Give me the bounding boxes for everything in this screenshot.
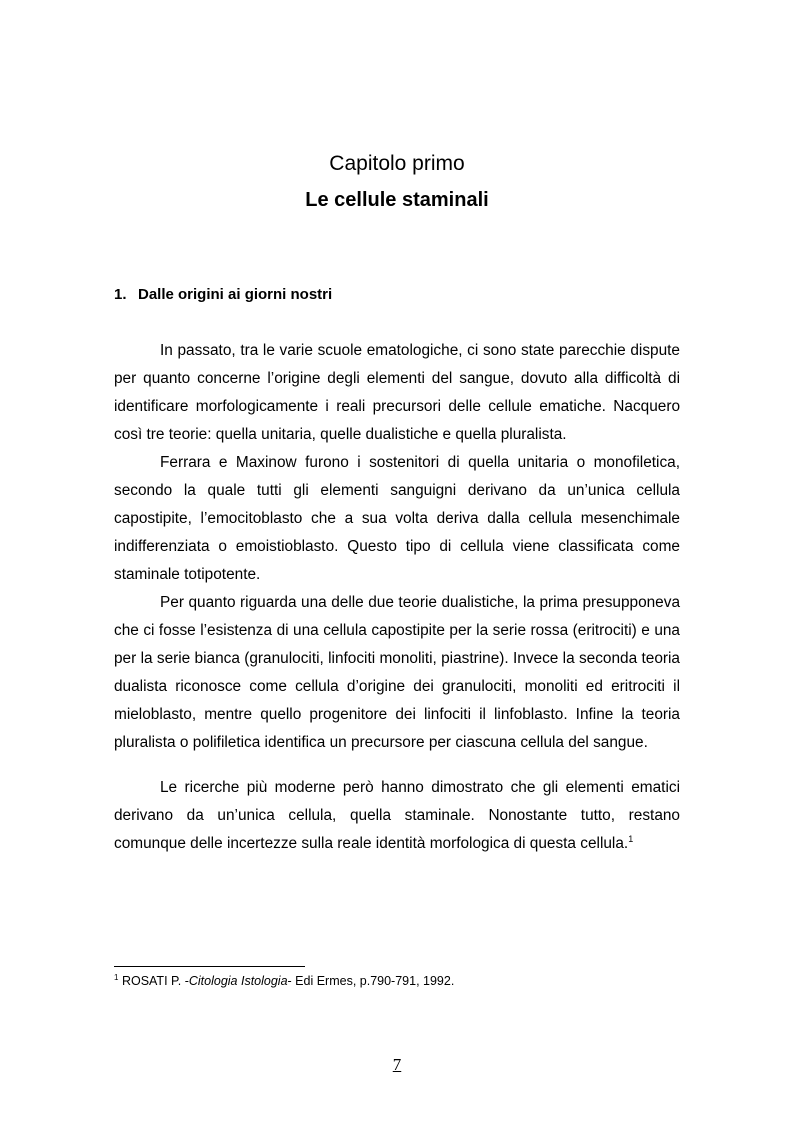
page-number: 7 [392, 1055, 402, 1074]
footnote-marker: 1 [114, 973, 119, 982]
footnote-publication: - Edi Ermes, p.790-791, 1992. [287, 974, 455, 988]
chapter-title: Le cellule staminali [305, 189, 489, 211]
chapter-label: Capitolo primo [329, 152, 465, 175]
paragraph-text: Le ricerche più moderne però hanno dimostrato che gli elementi ematici derivano da un’unica cellula, quella staminale. Nonostante tutto, restano comunque delle incertezze sulla reale identità morfologica di questa cellula. [114, 779, 680, 852]
section-number: 1. [114, 286, 127, 303]
paragraph: Per quanto riguarda una delle due teorie dualistiche, la prima presupponeva che ci fosse l’esistenza di una cellula capostipite per la serie rossa (eritrociti) e una per la serie bianca (granulociti, linfociti monoliti, piastrine). Invece la seconda teoria dualista riconosce come cellula d’origine dei granulociti, monoliti ed eritrociti il mieloblasto, mentre quello progenitore dei linfociti il linfoblasto. Infine la teoria pluralista o polifiletica identifica un precursore per ciascuna cellula del sangue. [114, 594, 680, 751]
paragraph [114, 774, 680, 858]
paragraph: In passato, tra le varie scuole ematologiche, ci sono state parecchie dispute per quanto concerne l’origine degli elementi del sangue, dovuto alla difficoltà di identificare morfologicamente i reali precursori delle cellule ematiche. Nacquero così tre teorie: quella unitaria, quelle dualistiche e quella pluralista. [114, 342, 680, 443]
footnote [114, 972, 454, 990]
footnote-work-title: Citologia Istologia [188, 974, 288, 988]
body-text [114, 337, 680, 858]
footnote-author: ROSATI P. - [121, 974, 189, 988]
section-heading [114, 285, 332, 305]
paragraph: Ferrara e Maxinow furono i sostenitori di quella unitaria o monofiletica, secondo la quale tutti gli elementi sanguigni derivano da un’unica cellula capostipite, l’emocitoblasto che a sua volta deriva dalla cellula mesenchimale indifferenziata o emoistioblasto. Questo tipo di cellula viene classificata come staminale totipotente. [114, 454, 680, 583]
footnote-reference: 1 [628, 834, 634, 844]
section-title: Dalle origini ai giorni nostri [138, 286, 333, 303]
footnote-separator [114, 966, 305, 967]
